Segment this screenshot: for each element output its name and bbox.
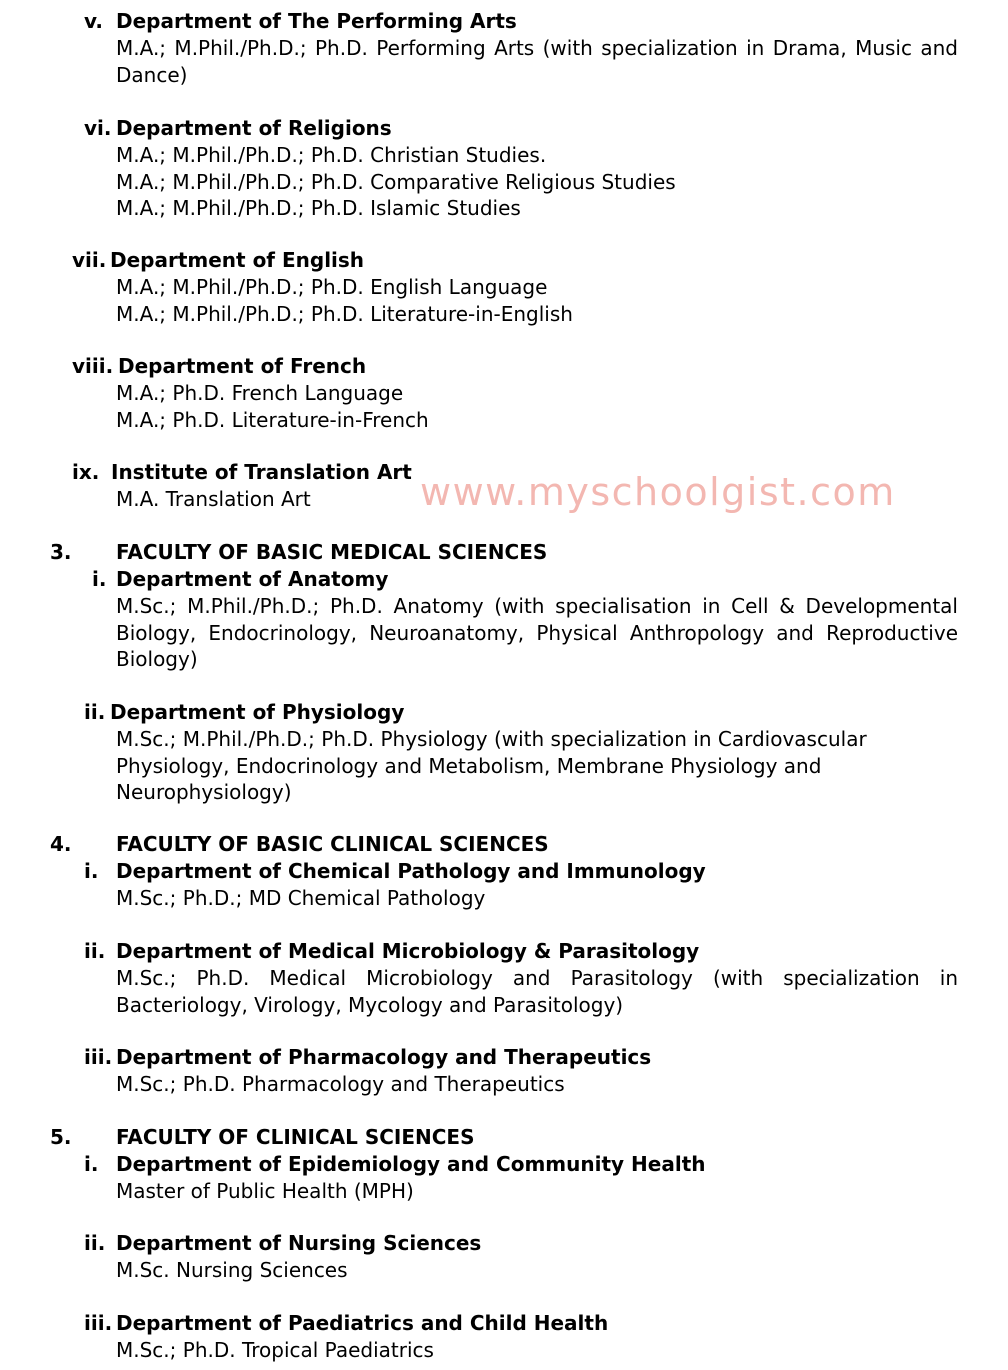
department-title: Department of Religions: [116, 116, 392, 140]
programme-line: M.A. Translation Art: [116, 487, 311, 511]
department-title: Department of Paediatrics and Child Health: [116, 1311, 609, 1335]
department-numeral: ii.: [84, 1231, 106, 1255]
department-title: Institute of Translation Art: [111, 460, 412, 484]
department-title: Department of Epidemiology and Community Health: [116, 1152, 706, 1176]
faculty-title: FACULTY OF CLINICAL SCIENCES: [116, 1125, 475, 1149]
faculty-title: FACULTY OF BASIC CLINICAL SCIENCES: [116, 832, 549, 856]
department-title: Department of Anatomy: [116, 567, 389, 591]
department-programmes: [116, 274, 958, 327]
department-programmes: [116, 1257, 958, 1284]
department-title: Department of The Performing Arts: [116, 9, 517, 33]
programme-line: M.Sc.; Ph.D. Pharmacology and Therapeutics: [116, 1072, 565, 1096]
department-numeral: i.: [84, 859, 99, 883]
programme-line: Master of Public Health (MPH): [116, 1179, 414, 1203]
department-programmes: M.Sc.; Ph.D. Medical Microbiology and Parasitology (with specialization in Bacteriology, Virology, Mycology and Parasitology): [116, 966, 958, 1017]
department-numeral: vi.: [84, 116, 112, 140]
department-numeral: v.: [84, 9, 104, 33]
programme-line: M.Sc.; Ph.D. Tropical Paediatrics: [116, 1338, 434, 1362]
department-numeral: viii.: [72, 354, 114, 378]
department-programmes: [116, 1071, 958, 1098]
department-programmes: M.Sc.; M.Phil./Ph.D.; Ph.D. Physiology (with specialization in Cardiovascular Physiology, Endocrinology and Metabolism, Membrane Physiology and Neurophysiology): [116, 727, 867, 805]
faculty-number: 4.: [50, 832, 72, 856]
faculty-title: FACULTY OF BASIC MEDICAL SCIENCES: [116, 540, 548, 564]
programme-line: M.A.; Ph.D. French Language: [116, 381, 404, 405]
department-title: Department of Medical Microbiology & Parasitology: [116, 939, 700, 963]
department-title: Department of English: [110, 248, 365, 272]
site-watermark: www.myschoolgist.com: [420, 470, 896, 514]
faculty-number: 3.: [50, 540, 72, 564]
department-numeral: ii.: [84, 939, 106, 963]
department-programmes: M.Sc.; M.Phil./Ph.D.; Ph.D. Anatomy (with specialisation in Cell & Developmental Biology, Endocrinology, Neuroanatomy, Physical Anthropology and Reproductive Biology): [116, 594, 958, 672]
programme-line: M.A.; M.Phil./Ph.D.; Ph.D. Comparative Religious Studies: [116, 169, 676, 194]
department-programmes: [116, 142, 958, 222]
programme-line: M.A.; M.Phil./Ph.D.; Ph.D. English Language: [116, 275, 548, 299]
department-numeral: vii.: [72, 248, 107, 272]
programme-line: M.A.; M.Phil./Ph.D.; Ph.D. Islamic Studies: [116, 196, 521, 220]
department-numeral: iii.: [84, 1045, 113, 1069]
department-programmes: M.A.; M.Phil./Ph.D.; Ph.D. Performing Arts (with specialization in Drama, Music and Dance): [116, 36, 958, 87]
department-numeral: i.: [92, 567, 107, 591]
department-title: Department of French: [118, 354, 367, 378]
department-numeral: ix.: [72, 460, 100, 484]
department-programmes: [116, 885, 958, 912]
department-title: Department of Chemical Pathology and Immunology: [116, 859, 706, 883]
programme-line: M.A.; M.Phil./Ph.D.; Ph.D. Christian Studies.: [116, 143, 547, 167]
department-programmes: [116, 1178, 958, 1205]
department-title: Department of Pharmacology and Therapeutics: [116, 1045, 652, 1069]
department-programmes: [116, 1337, 958, 1364]
department-numeral: i.: [84, 1152, 99, 1176]
department-numeral: iii.: [84, 1311, 113, 1335]
department-title: Department of Physiology: [110, 700, 405, 724]
department-programmes: [116, 380, 958, 433]
programme-line: M.Sc. Nursing Sciences: [116, 1258, 348, 1282]
faculty-number: 5.: [50, 1125, 72, 1149]
department-numeral: ii.: [84, 700, 106, 724]
programme-line: M.A.; M.Phil./Ph.D.; Ph.D. Literature-in-English: [116, 301, 573, 326]
programme-line: M.A.; Ph.D. Literature-in-French: [116, 407, 429, 432]
programme-line: M.Sc.; Ph.D.; MD Chemical Pathology: [116, 886, 486, 910]
department-title: Department of Nursing Sciences: [116, 1231, 482, 1255]
